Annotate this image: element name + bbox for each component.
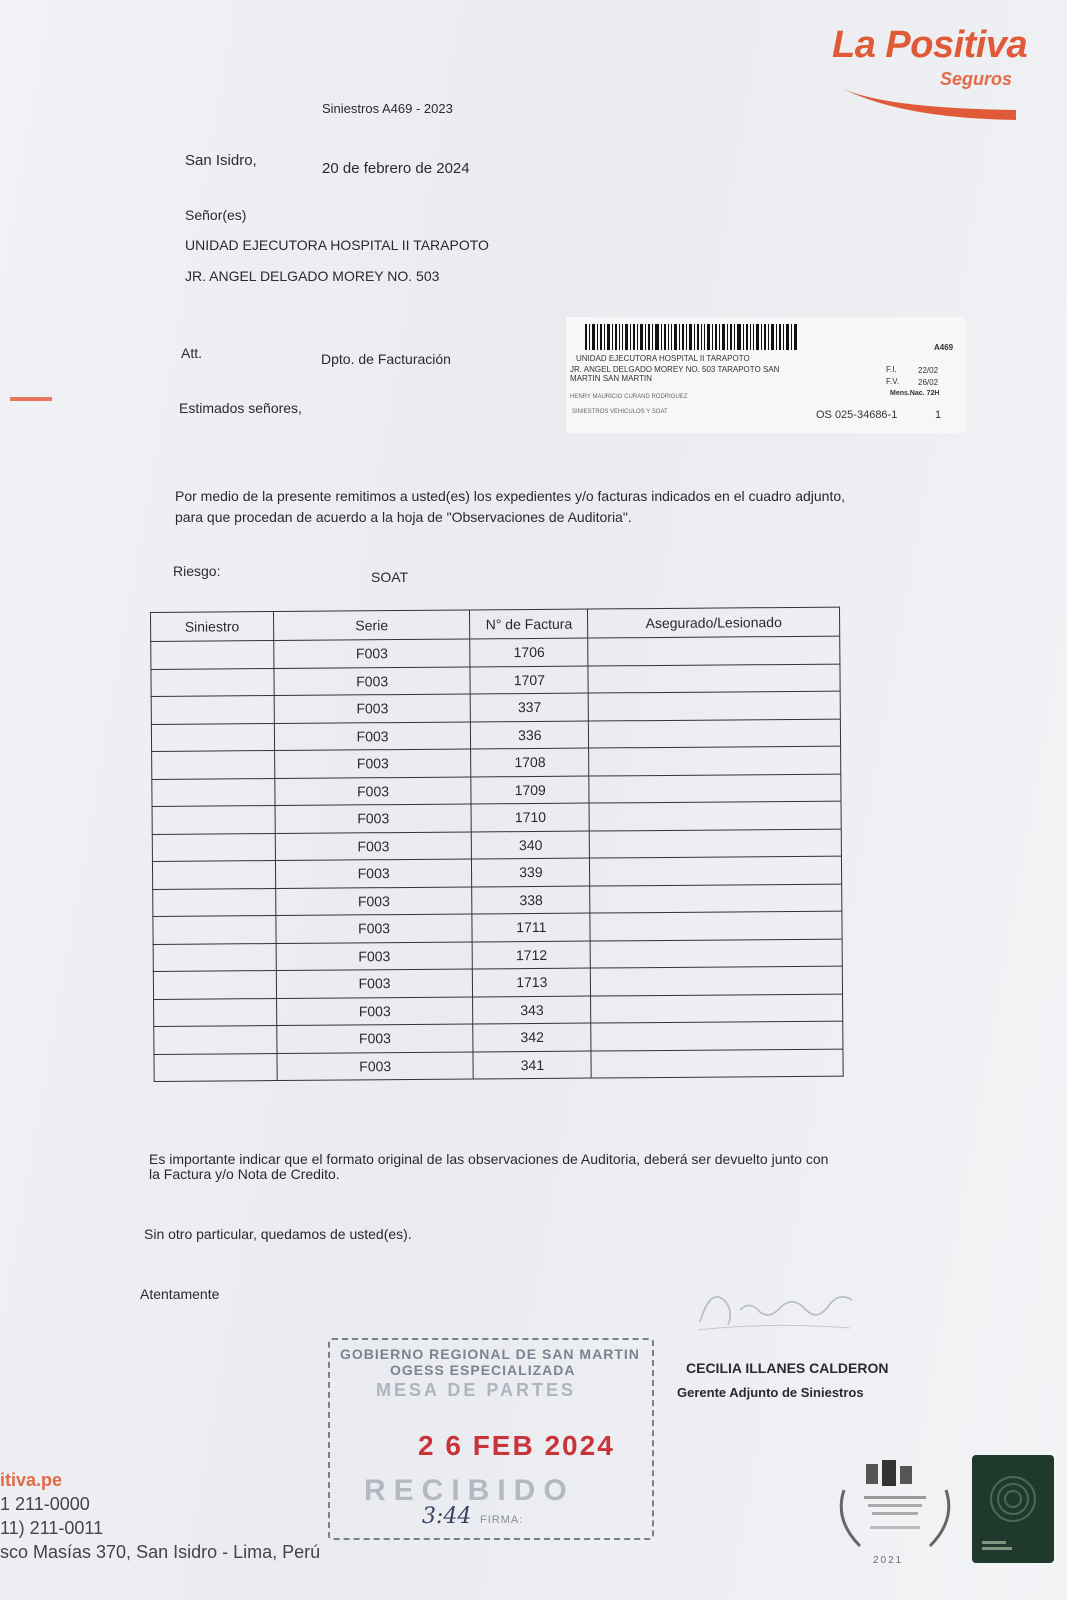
asegurado-cell — [588, 691, 840, 720]
label-count: 1 — [935, 409, 942, 421]
siniestro-cell — [153, 888, 276, 916]
asegurado-cell — [590, 856, 842, 885]
siniestro-cell — [153, 943, 276, 971]
att-department: Dpto. de Facturación — [321, 351, 451, 367]
riesgo-label: Riesgo: — [173, 563, 221, 579]
stamp-line1: GOBIERNO REGIONAL DE SAN MARTIN — [340, 1346, 640, 1362]
asegurado-cell — [591, 1049, 843, 1078]
asegurado-cell — [589, 829, 841, 858]
label-line1: UNIDAD EJECUTORA HOSPITAL II TARAPOTO — [576, 354, 750, 363]
fingerprint-icon — [972, 1455, 1054, 1563]
signoff: Atentamente — [140, 1286, 220, 1302]
label-line3: MARTIN SAN MARTIN — [570, 374, 652, 383]
stamp-received: RECIBIDO — [364, 1474, 575, 1507]
asegurado-cell — [589, 774, 841, 803]
label-fi-value: 22/02 — [918, 366, 939, 375]
invoice-table — [150, 607, 844, 1082]
header-serie: Serie — [273, 610, 470, 641]
factura-cell: 1711 — [472, 913, 590, 941]
handwritten-signature-icon — [690, 1270, 860, 1340]
factura-cell: 336 — [471, 721, 589, 749]
asegurado-cell — [590, 884, 842, 913]
margin-mark — [10, 397, 52, 401]
label-os-number: OS 025-34686-1 — [816, 409, 898, 421]
serie-cell: F003 — [277, 1024, 474, 1053]
note-paragraph-line2: la Factura y/o Nota de Credito. — [149, 1166, 340, 1182]
factura-cell: 337 — [471, 693, 589, 721]
asegurado-cell — [590, 939, 842, 968]
asegurado-cell — [591, 994, 843, 1023]
stamp-firma: FIRMA: — [480, 1514, 524, 1526]
factura-cell: 339 — [472, 858, 590, 886]
brand-logo: La Positiva — [832, 24, 1028, 66]
siniestro-cell — [153, 916, 276, 944]
factura-cell: 1710 — [471, 803, 589, 831]
asegurado-cell — [588, 636, 840, 665]
recipient-name: UNIDAD EJECUTORA HOSPITAL II TARAPOTO — [185, 237, 489, 253]
serie-cell: F003 — [274, 639, 471, 668]
serie-cell: F003 — [276, 996, 473, 1025]
footer-phone2: 11) 211-0011 — [0, 1518, 104, 1538]
serie-cell: F003 — [275, 831, 472, 860]
letter-date: 20 de febrero de 2024 — [322, 160, 470, 177]
closing-line: Sin otro particular, quedamos de usted(es). — [144, 1226, 412, 1242]
serie-cell: F003 — [275, 859, 472, 888]
label-line2: JR. ANGEL DELGADO MOREY NO. 503 TARAPOTO SAN — [570, 365, 780, 374]
label-mens: Mens.Nac. 72H — [890, 390, 940, 397]
label-code: A469 — [934, 343, 954, 352]
siniestro-cell — [152, 778, 275, 806]
stamp-line3: MESA DE PARTES — [376, 1380, 577, 1400]
footer-address: sco Masías 370, San Isidro - Lima, Perú — [0, 1542, 321, 1562]
riesgo-value: SOAT — [371, 569, 409, 585]
signatory-name: CECILIA ILLANES CALDERON — [686, 1360, 889, 1376]
serie-cell: F003 — [276, 941, 473, 970]
brand-tagline: Seguros — [940, 69, 1013, 89]
serie-cell: F003 — [275, 804, 472, 833]
serie-cell: F003 — [275, 886, 472, 915]
intro-paragraph-line2: para que procedan de acuerdo a la hoja de "Observaciones de Auditoria". — [175, 509, 632, 525]
city: San Isidro, — [185, 152, 257, 169]
serie-cell: F003 — [277, 1051, 474, 1080]
siniestro-cell — [154, 1053, 277, 1081]
factura-cell: 1708 — [471, 748, 589, 776]
siniestro-cell — [152, 833, 275, 861]
award-laurel-icon — [830, 1460, 960, 1570]
factura-cell: 1709 — [471, 776, 589, 804]
serie-cell: F003 — [276, 914, 473, 943]
logo-swoosh-icon — [836, 80, 1026, 120]
salutation-to: Señor(es) — [185, 207, 247, 223]
stamp-date: 2 6 FEB 2024 — [418, 1430, 615, 1461]
claim-reference: Siniestros A469 - 2023 — [322, 101, 453, 116]
header-factura: N° de Factura — [470, 609, 588, 639]
siniestro-cell — [151, 696, 274, 724]
barcode-icon — [585, 324, 797, 350]
label-line5: SINIESTROS VEHICULOS Y SOAT — [572, 409, 668, 415]
factura-cell: 343 — [473, 996, 591, 1024]
siniestro-cell — [151, 723, 274, 751]
award-year: 2021 — [873, 1555, 904, 1566]
stamp-hour: 3:44 — [422, 1504, 472, 1529]
factura-cell: 1712 — [473, 941, 591, 969]
asegurado-cell — [589, 719, 841, 748]
serie-cell: F003 — [275, 776, 472, 805]
asegurado-cell — [589, 746, 841, 775]
factura-cell: 341 — [473, 1051, 591, 1079]
serie-cell: F003 — [274, 749, 471, 778]
recipient-address: JR. ANGEL DELGADO MOREY NO. 503 — [185, 268, 440, 284]
serie-cell: F003 — [274, 666, 471, 695]
label-line4: HENRY MAURICIO CURAND RODRIGUEZ — [570, 394, 688, 400]
siniestro-cell — [152, 861, 275, 889]
siniestro-cell — [152, 751, 275, 779]
siniestro-cell — [154, 998, 277, 1026]
factura-cell: 1707 — [470, 666, 588, 694]
factura-cell: 1713 — [473, 968, 591, 996]
siniestro-cell — [154, 1026, 277, 1054]
stamp-line2: OGESS ESPECIALIZADA — [390, 1362, 576, 1378]
reception-stamp — [328, 1338, 654, 1540]
asegurado-cell — [589, 801, 841, 830]
green-certification-badge — [972, 1455, 1054, 1563]
intro-paragraph-line1: Por medio de la presente remitimos a usted(es) los expedientes y/o facturas indicados en el cuadro adjunto, — [175, 488, 846, 504]
asegurado-cell — [591, 1021, 843, 1050]
asegurado-cell — [588, 664, 840, 693]
serie-cell: F003 — [276, 969, 473, 998]
footer-phone1: 1 211-0000 — [0, 1494, 90, 1514]
siniestro-cell — [152, 806, 275, 834]
serie-cell: F003 — [274, 694, 471, 723]
siniestro-cell — [151, 668, 274, 696]
factura-cell: 338 — [472, 886, 590, 914]
att-label: Att. — [181, 345, 203, 361]
greeting: Estimados señores, — [179, 400, 302, 416]
header-asegurado: Asegurado/Lesionado — [588, 607, 840, 638]
table-row — [154, 1049, 843, 1082]
factura-cell: 342 — [473, 1023, 591, 1051]
shipping-label — [566, 317, 966, 433]
label-fv-value: 26/02 — [918, 378, 939, 387]
footer-website: itiva.pe — [0, 1470, 63, 1490]
siniestro-cell — [151, 641, 274, 669]
note-paragraph-line1: Es importante indicar que el formato original de las observaciones de Auditoria, deberá ser devuelto junto con — [149, 1151, 829, 1167]
label-fv: F.V. — [886, 377, 900, 386]
factura-cell: 340 — [472, 831, 590, 859]
label-fi: F.I. — [886, 365, 897, 374]
siniestro-cell — [153, 971, 276, 999]
asegurado-cell — [590, 911, 842, 940]
serie-cell: F003 — [274, 721, 471, 750]
factura-cell: 1706 — [470, 638, 588, 666]
signatory-title: Gerente Adjunto de Siniestros — [677, 1385, 864, 1400]
asegurado-cell — [591, 966, 843, 995]
header-siniestro: Siniestro — [151, 612, 274, 642]
